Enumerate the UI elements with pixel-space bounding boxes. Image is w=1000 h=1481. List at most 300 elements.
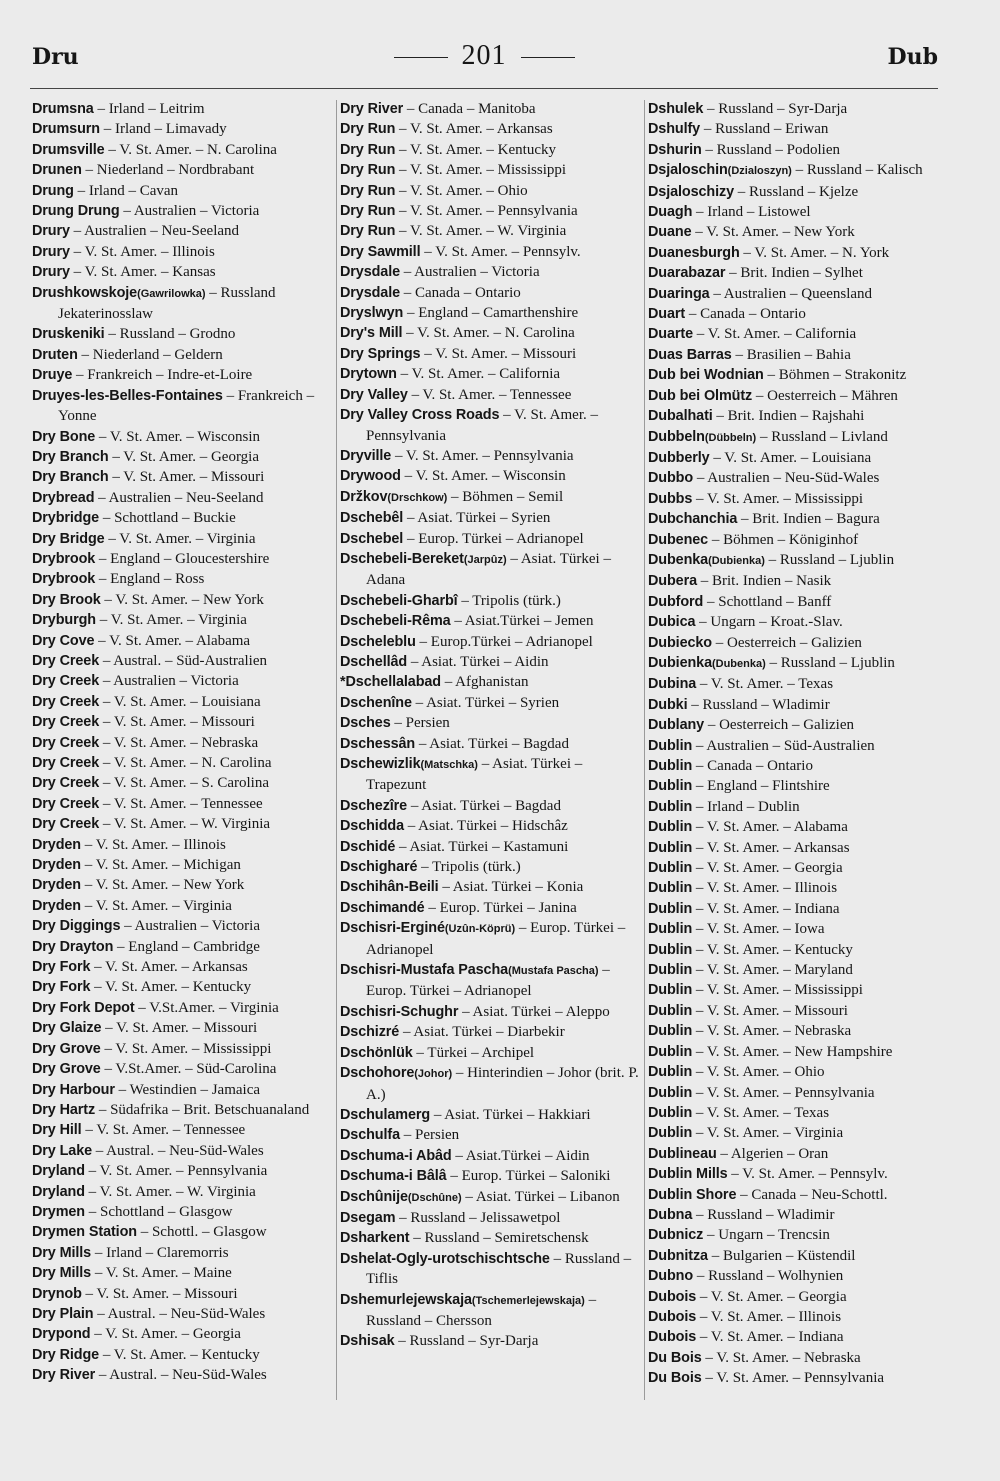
entry-headword: Dry Run [340,223,396,240]
entry-headword: Dublin [648,798,693,815]
gazetteer-entry [648,509,948,529]
gazetteer-entry [32,119,332,139]
entry-location: – Asiat. Türkei – Bagdad [407,797,561,814]
entry-location: – V. St. Amer. – Louisiana [709,449,872,466]
entry-headword: Drury [32,264,70,281]
gazetteer-entry [648,324,948,344]
gazetteer-entry [32,549,332,569]
entry-headword: Dsjaloschizy [648,183,734,200]
gazetteer-entry [32,916,332,936]
entry-headword: Drywood [340,468,401,485]
gazetteer-entry [32,508,332,528]
entry-headword: Dry Creek [32,652,100,669]
entry-headword: Dschessân [340,735,416,752]
gazetteer-entry [32,753,332,773]
entry-location: – V. St. Amer. – Indiana [696,1329,844,1346]
entry-headword: Drybrook [32,571,96,588]
gazetteer-entry [340,1105,640,1125]
entry-headword: Duarabazar [648,265,726,282]
gazetteer-entry [340,754,640,796]
entry-headword: Dryland [32,1183,85,1200]
entry-location: – V. St. Amer. – Mississippi [692,490,864,507]
gazetteer-entry [340,713,640,733]
gazetteer-entry [648,817,948,837]
entry-location: – V. St. Amer. – Pennsylvania [366,407,599,444]
entry-headword: Dubina [648,676,697,693]
entry-location: – Irland – Limavady [99,121,227,138]
entry-location: – Asiat. Türkei – Aidin [407,653,549,670]
entry-headword: Dublin [648,778,693,795]
gazetteer-entry [340,201,640,221]
gazetteer-entry [340,837,640,857]
gazetteer-entry [32,1161,332,1181]
entry-headword: Druskeniki [32,326,105,343]
entry-headword: Dub bei Wodnian [648,367,764,384]
entry-location: – Irland – Claremorris [91,1244,229,1261]
entry-headword: Dryville [340,447,392,464]
entry-location: – V. St. Amer. – Wisconsin [400,468,566,485]
entry-location: – Russland – Livland [756,428,888,445]
entry-location: – Europ. Türkei – Adrianopel [366,962,610,1000]
entry-headword: Dublin Shore [648,1186,737,1203]
entry-location: – V. St. Amer. – California [692,326,857,343]
gazetteer-entry [32,488,332,508]
gazetteer-entry [648,1368,948,1388]
entry-location: – V. St. Amer. – Mississippi [692,982,863,999]
entry-headword: Dublin [648,1043,693,1060]
entry-headword: Dublineau [648,1145,717,1162]
gazetteer-entry [340,918,640,960]
entry-headword: Druten [32,346,78,363]
gazetteer-entry [340,323,640,343]
page-number: 201 [461,40,507,71]
gazetteer-entry [340,1125,640,1145]
entry-headword: Dubford [648,593,704,610]
gazetteer-entry [340,591,640,611]
gazetteer-entry [32,529,332,549]
gazetteer-entry [32,937,332,957]
entry-location: – Hinterindien – Johor (brit. P. A.) [366,1065,639,1103]
entry-location: – Tripolis (türk.) [417,859,521,876]
entry-headword: Dry Springs [340,345,421,362]
entry-headword: Dubiecko [648,634,712,651]
entry-location: – V. St. Amer. – Pennsylvania [391,447,574,464]
entry-location: – Oesterreich – Galizien [704,717,855,734]
entry-headword: Dubbo [648,470,694,487]
entry-headword: Dry Bone [32,428,96,445]
gazetteer-entry [648,1083,948,1103]
entry-location: – Niederland – Nordbrabant [81,162,255,179]
entry-location: – V. St. Amer. – Pennsylvania [692,1084,875,1101]
entry-headword: Dubchanchia [648,511,738,528]
entry-headword: Dubbeln [648,428,705,445]
entry-location: – Russland – Tiflis [366,1250,632,1288]
entry-headword: Dry Bridge [32,530,105,547]
gazetteer-entry [648,980,948,1000]
entry-headword: Dschebeli-Gharbî [340,592,458,609]
entry-location: – Oesterreich – Galizien [711,634,862,651]
gazetteer-entry [340,1043,640,1063]
entry-headword: Dry Branch [32,469,109,486]
entry-headword: Dshisak [340,1333,395,1350]
gazetteer-entry [648,571,948,591]
gazetteer-entry [340,877,640,897]
entry-location: – Westindien – Jamaica [114,1081,261,1098]
entry-location: – Irland – Cavan [73,182,179,199]
gazetteer-entry [648,386,948,406]
entry-location: – V. St. Amer. – Ohio [692,1064,825,1081]
gazetteer-entry [648,899,948,919]
entry-headword: Duaringa [648,285,710,302]
entry-headword: Dubnitza [648,1247,708,1264]
entry-location: – Persien [390,715,450,732]
entry-location: – V. St. Amer. – Illinois [69,243,215,260]
entry-location: – Frankreich – Yonne [58,387,315,425]
entry-headword: Dschebeli-Bereket [340,550,464,567]
gazetteer-entry [340,672,640,692]
gazetteer-entry [32,181,332,201]
gazetteer-entry [648,695,948,715]
entry-headword: Drytown [340,366,397,383]
entry-headword: Dschigharé [340,859,418,876]
entry-variant-name: (Dschûne) [407,1191,462,1204]
entry-headword: Dublin [648,880,693,897]
gazetteer-entry [340,466,640,486]
entry-headword: Drumsurn [32,121,100,138]
entry-location: – V. St. Amer. – Maryland [692,962,853,979]
entry-headword: Dubica [648,614,696,631]
entry-location: – Südafrika – Brit. Betschuanaland [95,1101,310,1118]
page-header [30,38,938,80]
entry-headword: Dscheleblu [340,633,416,650]
entry-headword: Dubbs [648,490,693,507]
entry-headword: Dubera [648,573,697,590]
entry-location: – V. St. Amer. – Arkansas [692,839,850,856]
entry-headword: Dry Run [340,203,396,220]
entry-headword: Dry River [32,1367,96,1384]
entry-location: – V. St. Amer. – S. Carolina [99,775,269,792]
entry-headword: Duanesburgh [648,244,740,261]
gazetteer-entry [340,1187,640,1208]
gazetteer-entry [648,633,948,653]
gazetteer-entry [32,651,332,671]
entry-headword: Drymen Station [32,1224,137,1241]
gazetteer-entry [648,99,948,119]
entry-location: – Russland – Eriwan [700,121,829,138]
gazetteer-entry [648,222,948,242]
entry-location: – V. St. Amer. – Tennessee [81,1122,246,1139]
entry-variant-name: (Tschemerlejewskaja) [471,1294,585,1307]
gazetteer-entry [340,508,640,528]
entry-headword: Druye [32,367,73,384]
entry-location: – Canada – Manitoba [403,101,536,117]
gazetteer-entry [340,652,640,672]
entry-location: – Türkei – Archipel [412,1044,535,1061]
gazetteer-entry [32,201,332,221]
gazetteer-entry [32,1222,332,1242]
entry-location: – Asiat. Türkei – Syrien [411,694,560,711]
entry-location: – V. St. Amer. – Tennessee [99,795,263,812]
gazetteer-entry [340,1290,640,1332]
entry-location: – V. St. Amer. – Illinois [696,1308,842,1325]
entry-location: – Brit. Indien – Bagura [737,511,880,528]
entry-headword: Dschûnije [340,1188,408,1205]
gazetteer-entry [32,957,332,977]
entry-location: – Schottland – Buckie [99,510,236,527]
entry-headword: Dry Harbour [32,1081,115,1098]
entry-headword: Du Bois [648,1370,702,1387]
entry-headword: Dubberly [648,449,710,466]
gazetteer-entry [648,119,948,139]
entry-location: – V. St. Amer. – Arkansas [90,959,248,976]
entry-location: – Australien – Victoria [120,918,260,935]
entry-headword: Drumsville [32,141,105,158]
gazetteer-entry [340,796,640,816]
entry-location: – V. St. Amer. – Mississippi [395,162,567,179]
entry-location: – V. St. Amer. – Wisconsin [95,428,261,445]
gazetteer-entry [648,448,948,468]
entry-location: – V.St.Amer. – Süd-Carolina [100,1061,277,1078]
gazetteer-entry [648,284,948,304]
gazetteer-entry [648,1185,948,1205]
entry-location: – V. St. Amer. – New York [691,224,855,241]
entry-location: – V. St. Amer. – Iowa [692,921,825,938]
entry-headword: Drury [32,243,70,260]
entry-columns [32,99,944,1409]
gazetteer-entry [340,344,640,364]
gazetteer-entry [648,489,948,509]
entry-location: – Böhmen – Semil [447,488,564,505]
entry-location: – Russland – Ljublin [765,654,895,671]
entry-location: – V. St. Amer. – Texas [696,676,834,693]
gazetteer-entry [32,814,332,834]
entry-location: – V. St. Amer. – Nebraska [99,734,259,751]
gazetteer-entry [340,693,640,713]
gazetteer-entry [340,385,640,405]
gazetteer-entry [648,365,948,385]
entry-headword: Drymen [32,1203,85,1220]
entry-location: – V. St. Amer. – Maine [91,1265,232,1282]
entry-location: – Tripolis (türk.) [457,592,561,609]
entry-headword: Dry Fork [32,979,91,996]
header-page-number-group [30,40,938,72]
entry-location: – Russland – Kjelze [733,183,859,200]
gazetteer-entry [340,734,640,754]
gazetteer-entry [648,612,948,632]
entry-location: – V. St. Amer. – Virginia [104,530,256,547]
entry-headword: Dubno [648,1268,694,1285]
gazetteer-entry [32,855,332,875]
entry-headword: Dschönlük [340,1044,413,1061]
gazetteer-entry [32,1039,332,1059]
entry-headword: Dryden [32,857,81,874]
entry-headword: Dschellâd [340,653,408,670]
entry-location: – Asiat. Türkei – Kastamuni [395,838,569,855]
entry-location: – V. St. Amer. – Pennsylvania [395,203,578,220]
entry-location: – Asiat. Türkei – Adana [366,550,611,589]
entry-headword: Dry Creek [32,816,100,833]
entry-headword: Dublin [648,1002,693,1019]
entry-headword: Dry Glaize [32,1020,102,1037]
entry-location: – Asiat. Türkei – Trapezunt [366,756,583,794]
entry-location: – V. St. Amer. – Kentucky [395,141,556,158]
entry-headword: Dry Fork [32,959,91,976]
entry-location: – V. St. Amer. – Indiana [692,900,840,917]
entry-location: – Russland – Chersson [366,1291,597,1329]
entry-headword: Dschebel [340,530,404,547]
entry-headword: Dublin [648,962,693,979]
gazetteer-entry [32,283,332,325]
entry-location: – V. St. Amer. – Missouri [81,1285,238,1302]
entry-headword: Dry Fork Depot [32,999,135,1016]
entry-headword: Duarte [648,326,693,343]
entry-variant-name: (Dubienka) [708,554,765,567]
gazetteer-entry [648,530,948,550]
entry-headword: Dubienka [648,654,712,671]
gazetteer-entry [32,794,332,814]
entry-headword: Dublany [648,717,705,734]
entry-headword: Dublin [648,737,693,754]
entry-headword: Dubois [648,1329,697,1346]
gazetteer-entry [340,283,640,303]
entry-location: – V. St. Amer. – New Hampshire [692,1043,893,1060]
gazetteer-entry [32,631,332,651]
gazetteer-entry [340,221,640,241]
entry-headword: Dublin [648,839,693,856]
gazetteer-entry [32,324,332,344]
gazetteer-entry [648,736,948,756]
gazetteer-entry [340,549,640,591]
gazetteer-entry [648,1021,948,1041]
entry-location: – Russland Jekaterinosslaw [58,284,276,323]
gazetteer-entry [32,365,332,385]
entry-location: – Frankreich – Indre-et-Loire [72,367,253,384]
entry-location: – Irland – Dublin [692,798,800,815]
gazetteer-entry [648,406,948,426]
entry-headword: Dry Grove [32,1040,101,1057]
entry-headword: Dschidé [340,838,396,855]
gazetteer-entry [648,838,948,858]
entry-headword: Dry Creek [32,775,100,792]
entry-location: – Brit. Indien – Rajshahi [712,408,865,425]
entry-location: – V. St. Amer. – Ohio [395,182,528,199]
gazetteer-entry [32,1080,332,1100]
gazetteer-entry [648,1144,948,1164]
entry-location: – Canada – Ontario [400,284,521,301]
entry-location: – V. St. Amer. – Nebraska [701,1349,861,1366]
entry-variant-name: (Uzûn-Köprü) [444,923,516,936]
gazetteer-entry [32,1059,332,1079]
entry-headword: Drumsna [32,101,94,117]
entry-location: – V. St. Amer. – Michigan [80,857,241,874]
entry-headword: Dry Branch [32,448,109,465]
gazetteer-entry [32,671,332,691]
entry-location: – V. St. Amer. – N. Carolina [104,141,277,158]
entry-location: – Ungarn – Trencsin [703,1227,830,1244]
entry-headword: Dubois [648,1288,697,1305]
entry-headword: Dry Valley Cross Roads [340,407,500,424]
gazetteer-entry [340,529,640,549]
entry-location: – Persien [399,1127,460,1144]
gazetteer-entry [32,427,332,447]
entry-headword: Dschebêl [340,510,404,527]
entry-headword: Dry Cove [32,632,95,649]
entry-headword: Dsches [340,715,391,732]
entry-headword: Drury [32,223,70,240]
entry-headword: Duart [648,306,686,323]
entry-headword: Dschisri-Mustafa Pascha [340,962,509,979]
entry-headword: Dubenec [648,531,709,548]
entry-headword: Dry Creek [32,714,100,731]
entry-location: – Russland – Syr-Darja [394,1333,539,1350]
entry-location: – V. St. Amer. – Illinois [692,880,838,897]
entry-headword: Dschuma-i Abâd [340,1147,452,1164]
entry-headword: Dublin [648,900,693,917]
entry-headword: Dublin Mills [648,1166,728,1183]
entry-headword: Drysdale [340,264,400,281]
gazetteer-entry [32,1018,332,1038]
entry-variant-name: (Jarpûz) [463,553,507,566]
entry-location: – Russland – Podolien [701,141,841,158]
entry-location: – V. St. Amer. – Virginia [95,612,247,629]
column-1 [32,99,332,1386]
entry-location: – V. St. Amer. – Missouri [420,345,577,362]
entry-headword: Dry Brook [32,591,101,608]
header-left-catchword: Dru [32,44,79,70]
entry-location: – Russland – Ljublin [764,551,895,568]
entry-location: – V. St. Amer. – N. Carolina [99,755,272,771]
gazetteer-entry [648,1287,948,1307]
gazetteer-entry [32,160,332,180]
gazetteer-entry [32,1345,332,1365]
entry-headword: Dry Mills [32,1244,92,1261]
entry-location: – V. St. Amer. – W. Virginia [84,1183,256,1200]
gazetteer-entry [340,364,640,384]
entry-headword: Dublin [648,1023,693,1040]
gazetteer-entry [340,960,640,1002]
entry-location: – V.St.Amer. – Virginia [134,999,279,1016]
entry-location: – V. St. Amer. – Kansas [69,264,216,281]
gazetteer-entry [340,1331,640,1351]
entry-headword: Dublin [648,1064,693,1081]
entry-headword: Dryslwyn [340,305,404,322]
entry-headword: Dry Sawmill [340,243,421,260]
entry-variant-name: (Johor) [414,1068,453,1081]
gazetteer-entry [648,1327,948,1347]
entry-headword: Drynob [32,1285,82,1302]
entry-location: – Russland – Grodno [104,326,236,343]
entry-location: – Australien – Süd-Australien [692,737,875,754]
entry-headword: Dublin [648,941,693,958]
entry-headword: Dubna [648,1206,693,1223]
entry-location: – V. St. Amer. – Alabama [692,819,848,836]
entry-location: – Asiat.Türkei – Aidin [451,1147,590,1164]
gazetteer-entry [340,119,640,139]
entry-location: – England – Ross [95,571,205,588]
gazetteer-entry [32,1120,332,1140]
gazetteer-entry [32,1263,332,1283]
gazetteer-entry [648,1266,948,1286]
entry-location: – England – Flintshire [692,778,830,795]
gazetteer-entry [32,345,332,365]
entry-headword: Dubki [648,696,688,713]
entry-headword: Dry Grove [32,1061,101,1078]
entry-headword: Dry Run [340,121,396,138]
entry-headword: Du Bois [648,1349,702,1366]
gazetteer-entry [340,446,640,466]
entry-location: – Asiat. Türkei – Hakkiari [430,1106,591,1123]
gazetteer-entry [648,263,948,283]
